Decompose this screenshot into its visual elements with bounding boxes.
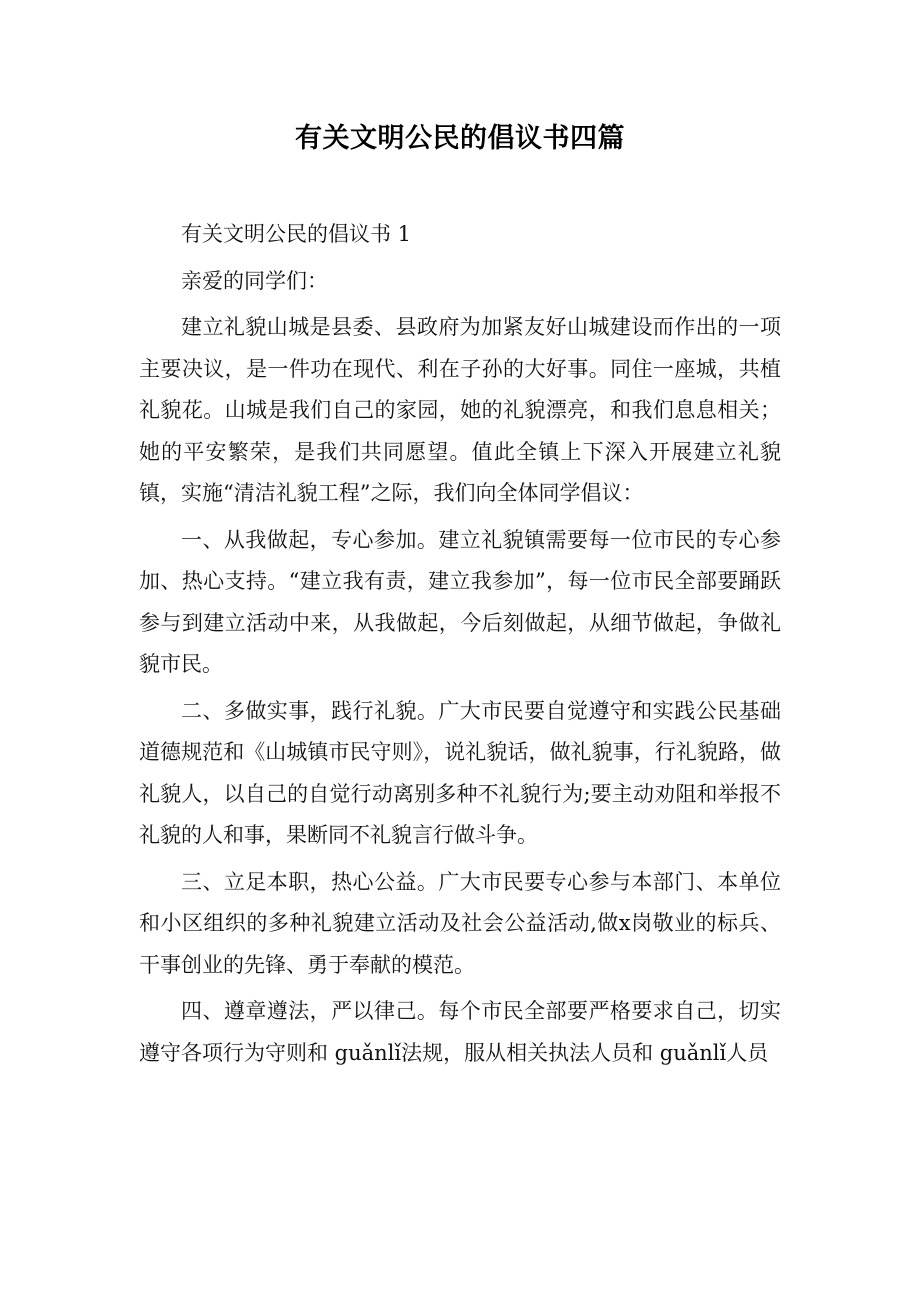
intro-paragraph: 建立礼貌山城是县委、县政府为加紧友好山城建设而作出的一项主要决议，是一件功在现代、利在子孙的大好事。同住一座城，共植礼貌花。山城是我们自己的家园，她的礼貌漂亮，和我们息息相关；她的平安繁荣，是我们共同愿望。值此全镇上下深入开展建立礼貌镇，实施“清洁礼貌工程”之际，我们向全体同学倡议： [139,315,781,505]
proposal-1-paragraph: 一、从我做起，专心参加。建立礼貌镇需要每一位市民的专心参加、热心支持。“建立我有责，建立我参加”，每一位市民全部要踊跃参与到建立活动中来，从我做起，今后刻做起，从细节做起，争做礼貌市民。 [139,527,781,676]
document-title: 有关文明公民的倡议书四篇 [295,123,625,154]
proposal-3-paragraph: 三、立足本职，热心公益。广大市民要专心参与本部门、本单位和小区组织的多种礼貌建立活动及社会公益活动,做x岗敬业的标兵、干事创业的先锋、勇于奉献的模范。 [139,869,781,977]
proposal-4-paragraph: 四、遵章遵法，严以律己。每个市民全部要严格要求自己，切实遵守各项行为守则和 guǎnlǐ法规，服从相关执法人员和 guǎnlǐ人员 [139,999,781,1065]
salutation: 亲爱的同学们： [181,268,328,293]
document-body [139,214,781,1079]
proposal-2-paragraph: 二、多做实事，践行礼貌。广大市民要自觉遵守和实践公民基础道德规范和《山城镇市民守则》，说礼貌话，做礼貌事，行礼貌路，做礼貌人，以自己的自觉行动离别多种不礼貌行为;要主动劝阻和举报不礼貌的人和事，果断同不礼貌言行做斗争。 [139,698,781,847]
section-heading: 有关文明公民的倡议书 1 [181,222,412,246]
